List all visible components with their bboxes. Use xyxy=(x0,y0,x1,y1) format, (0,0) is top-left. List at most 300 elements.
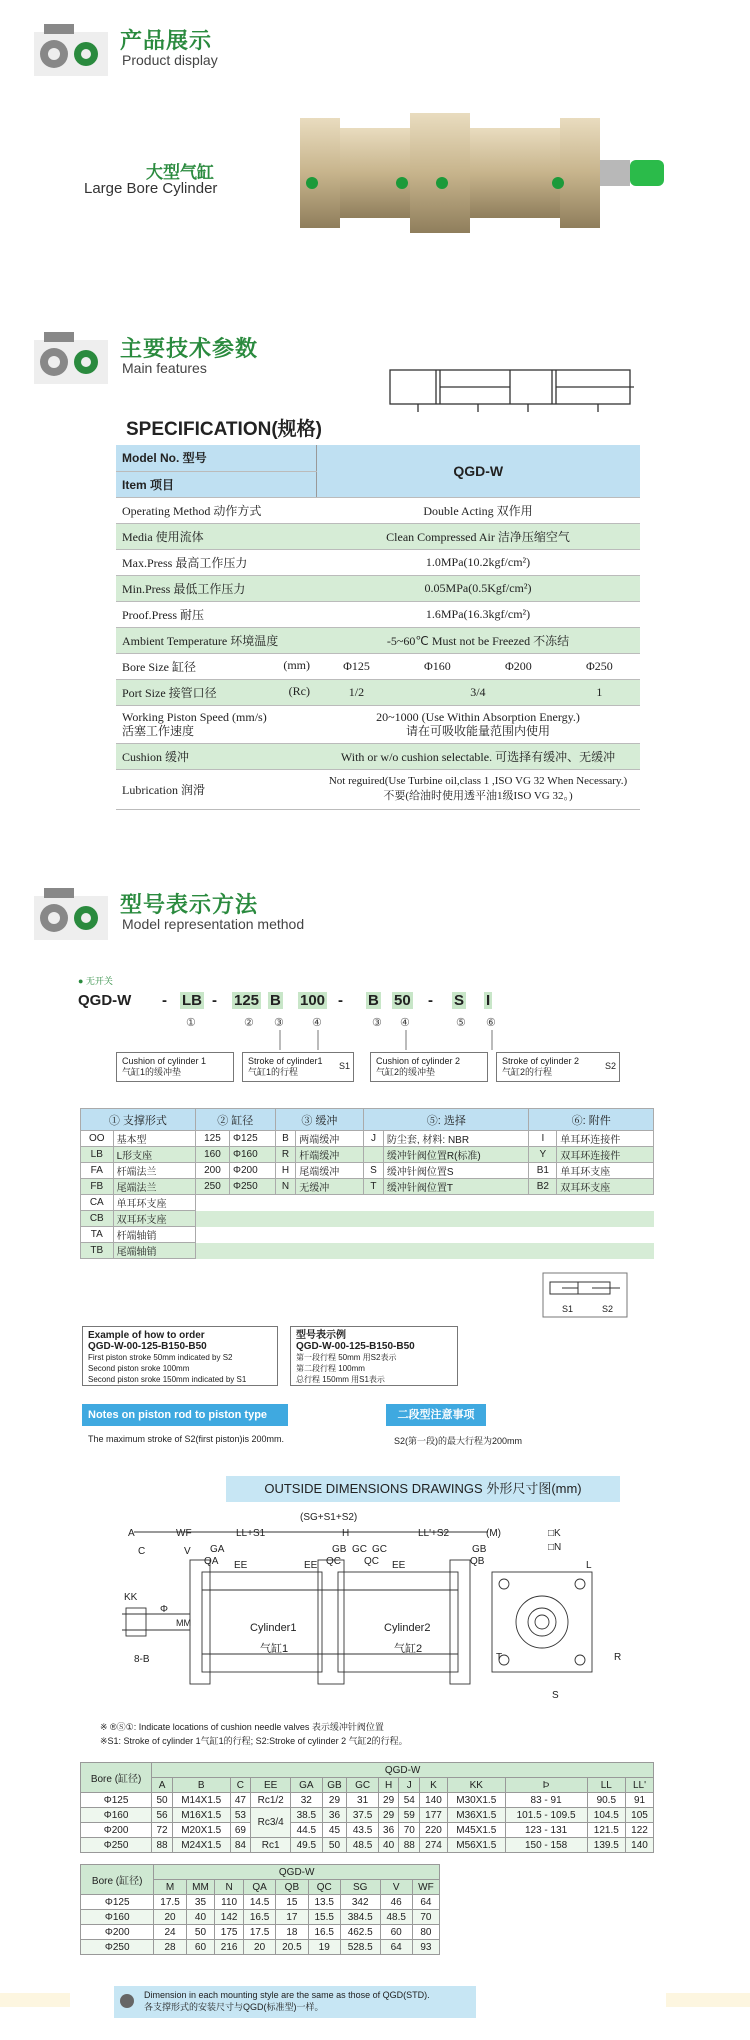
options-cell: 160 xyxy=(195,1147,229,1163)
table-cell: M14X1.5 xyxy=(172,1793,230,1808)
table-cell: Φ200 xyxy=(81,1925,154,1940)
options-cell xyxy=(383,1211,529,1227)
column-header: J xyxy=(399,1778,420,1793)
table-cell: 29 xyxy=(378,1793,399,1808)
table-cell: 462.5 xyxy=(340,1925,380,1940)
box-text: Stroke of cylinder1 xyxy=(248,1056,323,1066)
column-header: H xyxy=(378,1778,399,1793)
lubrication-value xyxy=(316,769,640,809)
table-cell: 40 xyxy=(378,1838,399,1853)
table-cell: Φ250 xyxy=(81,1838,152,1853)
table-cell: 216 xyxy=(215,1940,244,1955)
options-row xyxy=(81,1131,654,1147)
cushion2-box xyxy=(370,1052,488,1082)
side-label: □K xyxy=(548,1528,561,1539)
options-cell: 尾端法兰 xyxy=(113,1179,195,1195)
options-cell: 250 xyxy=(195,1179,229,1195)
spec-row-label: Operating Method 动作方式 xyxy=(116,497,316,523)
model-section-header xyxy=(34,882,434,952)
dim-label: GA xyxy=(210,1544,225,1555)
options-cell: 单耳环支座 xyxy=(557,1163,654,1179)
bore-label xyxy=(116,653,316,679)
table-cell: 40 xyxy=(186,1910,215,1925)
table-cell: M16X1.5 xyxy=(172,1808,230,1823)
dim-label: MM xyxy=(176,1618,191,1628)
table-cell: 64 xyxy=(412,1895,439,1910)
port-value: 1 xyxy=(559,679,640,705)
table-cell: 18 xyxy=(276,1925,308,1940)
dim-label: EE xyxy=(234,1560,248,1571)
table-cell: 342 xyxy=(340,1895,380,1910)
table-cell: 69 xyxy=(230,1823,251,1838)
group-header: QGD-W xyxy=(152,1763,654,1778)
dim-label: GC xyxy=(372,1544,387,1555)
column-header: V xyxy=(380,1880,412,1895)
column-header: B xyxy=(172,1778,230,1793)
table-cell: 13.5 xyxy=(308,1895,340,1910)
options-cell: B1 xyxy=(529,1163,557,1179)
table-cell: M30X1.5 xyxy=(447,1793,505,1808)
dims-title: OUTSIDE DIMENSIONS DRAWINGS 外形尺寸图(mm) xyxy=(226,1476,620,1502)
table-cell: 83 - 91 xyxy=(505,1793,587,1808)
options-cell: TB xyxy=(81,1243,114,1259)
table-cell: 220 xyxy=(420,1823,448,1838)
table-cell: M20X1.5 xyxy=(172,1823,230,1838)
options-header: ③ 缓冲 xyxy=(275,1109,363,1131)
info-icon xyxy=(120,1994,134,2008)
table-cell: 28 xyxy=(154,1940,186,1955)
options-row xyxy=(81,1195,654,1211)
drawing-note: ※S1: Stroke of cylinder 1气缸1的行程; S2:Stroke of cylinder 2 气缸2的行程。 xyxy=(100,1736,408,1746)
dim-label: C xyxy=(138,1546,146,1557)
options-cell: CB xyxy=(81,1211,114,1227)
table-cell: 16.5 xyxy=(308,1925,340,1940)
options-cell xyxy=(383,1243,529,1259)
table-cell: 64 xyxy=(380,1940,412,1955)
cushion-label: Cushion 缓冲 xyxy=(116,743,316,769)
table-cell: 16.5 xyxy=(243,1910,275,1925)
spec-row-value: Clean Compressed Air 洁净压缩空气 xyxy=(316,523,640,549)
side-label: Φ xyxy=(160,1604,168,1615)
code-cushion2: B xyxy=(368,992,379,1009)
code-series: QGD-W xyxy=(78,992,132,1009)
example-line: 第二段行程 100mm xyxy=(296,1364,365,1373)
table-cell: 70 xyxy=(412,1910,439,1925)
bore-value: Φ200 xyxy=(478,653,559,679)
box-tag: S1 xyxy=(338,1061,350,1071)
options-cell: 杆端缓冲 xyxy=(296,1147,364,1163)
stroke2-box xyxy=(496,1052,620,1082)
example-line: 总行程 150mm 用S1表示 xyxy=(296,1375,385,1384)
cushion-value: With or w/o cushion selectable. 可选择有缓冲、无缓冲 xyxy=(316,743,640,769)
spec-row-value: 1.0MPa(10.2kgf/cm²) xyxy=(316,549,640,575)
bore-value: Φ160 xyxy=(397,653,478,679)
options-cell xyxy=(275,1211,296,1227)
column-header: KK xyxy=(447,1778,505,1793)
options-cell: 双耳环连接件 xyxy=(557,1147,654,1163)
column-header: Þ xyxy=(505,1778,587,1793)
options-cell xyxy=(557,1211,654,1227)
dim-label: LL'+S2 xyxy=(418,1528,450,1539)
connector-lines xyxy=(110,1030,530,1054)
table-cell: 31 xyxy=(347,1793,378,1808)
table-cell: 384.5 xyxy=(340,1910,380,1925)
dim-label: GB xyxy=(332,1544,347,1555)
dim-label: WF xyxy=(176,1528,192,1539)
box-text: Cushion of cylinder 1 xyxy=(122,1056,207,1066)
column-header: GC xyxy=(347,1778,378,1793)
port-label xyxy=(116,679,316,705)
gear-icon xyxy=(34,326,114,390)
code-stroke2: 50 xyxy=(394,992,411,1009)
dims-table-1 xyxy=(80,1762,654,1853)
spec-row-label: Min.Press 最低工作压力 xyxy=(116,575,316,601)
product-caption-cn: 大型气缸 xyxy=(146,163,214,182)
column-header: M xyxy=(154,1880,186,1895)
options-cell xyxy=(557,1227,654,1243)
code-option: S xyxy=(454,992,465,1009)
dim-label: QB xyxy=(470,1556,485,1567)
options-cell xyxy=(557,1243,654,1259)
options-cell xyxy=(230,1243,276,1259)
speed-label-cn: 活塞工作速度 xyxy=(122,724,195,738)
marker: ④ xyxy=(400,1017,410,1029)
spec-title: SPECIFICATION(规格) xyxy=(126,419,322,440)
marker: ⑥ xyxy=(486,1017,496,1029)
options-cell xyxy=(529,1243,557,1259)
options-cell: 单耳环支座 xyxy=(113,1195,195,1211)
table-row xyxy=(81,1808,654,1823)
table-cell: 44.5 xyxy=(291,1823,322,1838)
table-cell: 35 xyxy=(186,1895,215,1910)
s2-label: S2 xyxy=(602,1304,614,1314)
table-cell: M56X1.5 xyxy=(447,1838,505,1853)
options-cell: Φ125 xyxy=(230,1131,276,1147)
options-cell xyxy=(364,1243,384,1259)
cushion1-box xyxy=(116,1052,234,1082)
code-cushion1: B xyxy=(270,992,281,1009)
options-header: ⑥: 附件 xyxy=(529,1109,654,1131)
box-text: 气缸2的行程 xyxy=(502,1067,553,1077)
table-cell: 46 xyxy=(380,1895,412,1910)
table-cell: 93 xyxy=(412,1940,439,1955)
column-header: MM xyxy=(186,1880,215,1895)
table-row xyxy=(81,1910,440,1925)
table-cell: 43.5 xyxy=(347,1823,378,1838)
table-cell: 110 xyxy=(215,1895,244,1910)
port-value: 3/4 xyxy=(397,679,559,705)
example-line: First piston stroke 50mm indicated by S2 xyxy=(88,1353,233,1362)
table-cell: Φ125 xyxy=(81,1793,152,1808)
table-cell: 20 xyxy=(243,1940,275,1955)
footer-note xyxy=(114,1986,476,2018)
column-header: EE xyxy=(251,1778,291,1793)
section-title-en: Product display xyxy=(122,52,218,68)
options-cell xyxy=(195,1243,229,1259)
example-line: Second piston sroke 100mm xyxy=(88,1364,190,1373)
table-cell: 80 xyxy=(412,1925,439,1940)
cylinder2-label-cn: 气缸2 xyxy=(394,1643,423,1655)
side-label: R xyxy=(614,1652,622,1663)
options-cell xyxy=(296,1243,364,1259)
table-cell: 29 xyxy=(378,1808,399,1823)
table-cell: 90.5 xyxy=(587,1793,625,1808)
bore-unit: (mm) xyxy=(283,657,310,672)
box-text: Cushion of cylinder 2 xyxy=(376,1056,461,1066)
port-value: 1/2 xyxy=(316,679,397,705)
table-cell: Rc3/4 xyxy=(251,1808,291,1838)
spec-row-label: Max.Press 最高工作压力 xyxy=(116,549,316,575)
spec-row-label: Media 使用流体 xyxy=(116,523,316,549)
table-cell: 121.5 xyxy=(587,1823,625,1838)
example-code: QGD-W-00-125-B150-B50 xyxy=(296,1341,415,1352)
table-cell: 24 xyxy=(154,1925,186,1940)
table-row xyxy=(81,1793,654,1808)
notes-en-title: Notes on piston rod to piston type xyxy=(82,1404,288,1426)
footer-line: Dimension in each mounting style are the same as those of QGD(STD). xyxy=(144,1990,430,2000)
table-cell: 140 xyxy=(420,1793,448,1808)
options-cell: I xyxy=(529,1131,557,1147)
features-section-header xyxy=(34,326,434,396)
options-cell: B xyxy=(275,1131,296,1147)
column-header: SG xyxy=(340,1880,380,1895)
options-cell: 两端缓冲 xyxy=(296,1131,364,1147)
table-cell: Rc1 xyxy=(251,1838,291,1853)
table-cell: 29 xyxy=(322,1793,347,1808)
options-cell: CA xyxy=(81,1195,114,1211)
table-cell: 36 xyxy=(378,1823,399,1838)
table-cell: 123 - 131 xyxy=(505,1823,587,1838)
speed-label xyxy=(116,705,316,743)
code-accessory: I xyxy=(486,992,491,1009)
options-cell xyxy=(275,1243,296,1259)
bore-value: Φ250 xyxy=(559,653,640,679)
options-cell xyxy=(195,1211,229,1227)
options-cell xyxy=(296,1211,364,1227)
table-row xyxy=(81,1895,440,1910)
options-cell xyxy=(529,1227,557,1243)
options-cell: FB xyxy=(81,1179,114,1195)
table-cell: 59 xyxy=(399,1808,420,1823)
options-cell: 双耳环支座 xyxy=(113,1211,195,1227)
model-label: Model No. 型号 xyxy=(116,445,316,471)
spec-row-value: 0.05MPa(0.5Kgf/cm²) xyxy=(316,575,640,601)
item-label: Item 项目 xyxy=(116,471,316,497)
table-cell: M45X1.5 xyxy=(447,1823,505,1838)
options-cell: N xyxy=(275,1179,296,1195)
dim-label: KK xyxy=(124,1592,138,1603)
table-cell: 37.5 xyxy=(347,1808,378,1823)
table-cell: 36 xyxy=(322,1808,347,1823)
table-cell: 17.5 xyxy=(243,1925,275,1940)
box-text: 气缸1的行程 xyxy=(248,1067,299,1077)
spec-row-label: Proof.Press 耐压 xyxy=(116,601,316,627)
dim-label: (M) xyxy=(486,1528,501,1539)
example-en-box xyxy=(82,1326,278,1386)
cylinder-symbol xyxy=(388,368,636,412)
example-title: Example of how to order xyxy=(88,1330,205,1341)
column-header: LL xyxy=(587,1778,625,1793)
table-cell: 38.5 xyxy=(291,1808,322,1823)
options-cell: Y xyxy=(529,1147,557,1163)
table-cell: 20 xyxy=(154,1910,186,1925)
lubrication-label: Lubrication 润滑 xyxy=(116,769,316,809)
code-stroke1: 100 xyxy=(300,992,326,1009)
options-cell xyxy=(230,1211,276,1227)
column-header: GA xyxy=(291,1778,322,1793)
bore-value: Φ125 xyxy=(316,653,397,679)
table-cell: Φ250 xyxy=(81,1940,154,1955)
table-cell: M36X1.5 xyxy=(447,1808,505,1823)
code-dash: - xyxy=(338,992,343,1009)
table-cell: 14.5 xyxy=(243,1895,275,1910)
options-header: ① 支撑形式 xyxy=(81,1109,196,1131)
table-cell: 32 xyxy=(291,1793,322,1808)
port-unit: (Rc) xyxy=(288,683,310,698)
options-cell: 杆端轴销 xyxy=(113,1227,195,1243)
options-cell: 基本型 xyxy=(113,1131,195,1147)
section-title-cn: 主要技术参数 xyxy=(120,336,259,361)
spec-table xyxy=(116,445,640,810)
drawing-note: ※ ®Ⓢ①: Indicate locations of cushion needle valves 表示缓冲针阀位置 xyxy=(100,1722,384,1732)
example-line: Second piston sroke 150mm indicated by S1 xyxy=(88,1375,247,1384)
table-cell: 88 xyxy=(399,1838,420,1853)
stroke1-box xyxy=(242,1052,354,1082)
options-cell: J xyxy=(364,1131,384,1147)
section-title-en: Model representation method xyxy=(122,916,305,932)
table-cell: 20.5 xyxy=(276,1940,308,1955)
options-cell xyxy=(529,1211,557,1227)
table-cell: 47 xyxy=(230,1793,251,1808)
options-cell: Φ250 xyxy=(230,1179,276,1195)
options-cell: 防尘套, 材料: NBR xyxy=(383,1131,529,1147)
column-header: C xyxy=(230,1778,251,1793)
options-cell: 双耳环支座 xyxy=(557,1179,654,1195)
column-header: GB xyxy=(322,1778,347,1793)
notes-en-text: The maximum stroke of S2(first piston)is 200mm. xyxy=(88,1434,285,1444)
table-cell: 17.5 xyxy=(154,1895,186,1910)
gear-icon xyxy=(34,18,114,82)
table-cell: 175 xyxy=(215,1925,244,1940)
section-title-cn: 型号表示方法 xyxy=(120,892,259,917)
options-cell: 缓冲针阀位置R(标准) xyxy=(383,1147,529,1163)
cylinder-product-image xyxy=(290,88,690,258)
marker: ④ xyxy=(312,1017,322,1029)
options-cell: 尾端缓冲 xyxy=(296,1163,364,1179)
side-label: S xyxy=(552,1690,559,1701)
cylinder1-label: Cylinder1 xyxy=(250,1622,297,1634)
table-row xyxy=(81,1823,654,1838)
cylinder1-label-cn: 气缸1 xyxy=(260,1643,289,1655)
options-cell: 杆端法兰 xyxy=(113,1163,195,1179)
dims-table-2 xyxy=(80,1864,440,1955)
options-cell xyxy=(529,1195,557,1211)
spec-row-value: 1.6MPa(16.3kgf/cm²) xyxy=(316,601,640,627)
column-header: QB xyxy=(276,1880,308,1895)
options-cell xyxy=(557,1195,654,1211)
options-cell xyxy=(383,1227,529,1243)
column-header: QC xyxy=(308,1880,340,1895)
dim-label: QA xyxy=(204,1556,219,1567)
product-section-header xyxy=(34,18,434,88)
options-cell xyxy=(296,1195,364,1211)
marker: ⑤ xyxy=(456,1017,466,1029)
options-cell: LB xyxy=(81,1147,114,1163)
table-cell: 150 - 158 xyxy=(505,1838,587,1853)
options-header: ② 缸径 xyxy=(195,1109,275,1131)
table-cell: Rc1/2 xyxy=(251,1793,291,1808)
bore-header: Bore (缸径) xyxy=(81,1865,154,1895)
dim-label: V xyxy=(184,1546,191,1557)
options-row xyxy=(81,1211,654,1227)
table-cell: 48.5 xyxy=(347,1838,378,1853)
notes-cn-text: S2(第一段)的最大行程为200mm xyxy=(394,1436,523,1446)
code-dash: - xyxy=(162,992,167,1009)
product-caption-en: Large Bore Cylinder xyxy=(84,180,218,197)
table-cell: 19 xyxy=(308,1940,340,1955)
options-cell xyxy=(275,1227,296,1243)
table-cell: 17 xyxy=(276,1910,308,1925)
section-title-cn: 产品展示 xyxy=(120,28,213,53)
options-cell: B2 xyxy=(529,1179,557,1195)
table-cell: 274 xyxy=(420,1838,448,1853)
column-header: K xyxy=(420,1778,448,1793)
dim-label: QC xyxy=(326,1556,341,1567)
table-cell: 142 xyxy=(215,1910,244,1925)
box-text: 气缸1的缓冲垫 xyxy=(122,1067,182,1077)
options-cell: 缓冲针阀位置T xyxy=(383,1179,529,1195)
options-cell xyxy=(195,1227,229,1243)
options-cell xyxy=(195,1195,229,1211)
spec-row-value: Double Acting 双作用 xyxy=(316,497,640,523)
table-row xyxy=(81,1838,654,1853)
options-header: ⑤: 选择 xyxy=(364,1109,529,1131)
options-cell: Φ200 xyxy=(230,1163,276,1179)
side-label: T xyxy=(496,1652,503,1663)
options-cell: R xyxy=(275,1147,296,1163)
column-header: WF xyxy=(412,1880,439,1895)
marker: ① xyxy=(186,1017,196,1029)
dim-label: 8-B xyxy=(134,1654,150,1665)
options-cell xyxy=(364,1227,384,1243)
options-cell xyxy=(296,1227,364,1243)
gear-icon xyxy=(34,882,114,946)
table-cell: 60 xyxy=(186,1940,215,1955)
table-cell: 50 xyxy=(322,1838,347,1853)
table-cell: 60 xyxy=(380,1925,412,1940)
options-cell xyxy=(364,1211,384,1227)
options-cell: T xyxy=(364,1179,384,1195)
table-cell: Φ160 xyxy=(81,1910,154,1925)
table-cell: 139.5 xyxy=(587,1838,625,1853)
speed-value-cn: 请在可吸收能量范围内使用 xyxy=(405,724,550,738)
example-title: 型号表示例 xyxy=(296,1330,346,1341)
spec-row-label: Ambient Temperature 环境温度 xyxy=(116,627,316,653)
options-cell: L形支座 xyxy=(113,1147,195,1163)
box-text: 气缸2的缓冲垫 xyxy=(376,1067,436,1077)
table-cell: 101.5 - 109.5 xyxy=(505,1808,587,1823)
table-cell: 528.5 xyxy=(340,1940,380,1955)
dim-label: (SG+S1+S2) xyxy=(300,1512,358,1523)
options-cell xyxy=(230,1195,276,1211)
dim-label: QC xyxy=(364,1556,379,1567)
table-row xyxy=(81,1925,440,1940)
table-cell: 54 xyxy=(399,1793,420,1808)
options-row xyxy=(81,1147,654,1163)
table-cell: 48.5 xyxy=(380,1910,412,1925)
table-cell: 50 xyxy=(186,1925,215,1940)
cylinder2-label: Cylinder2 xyxy=(384,1622,431,1634)
